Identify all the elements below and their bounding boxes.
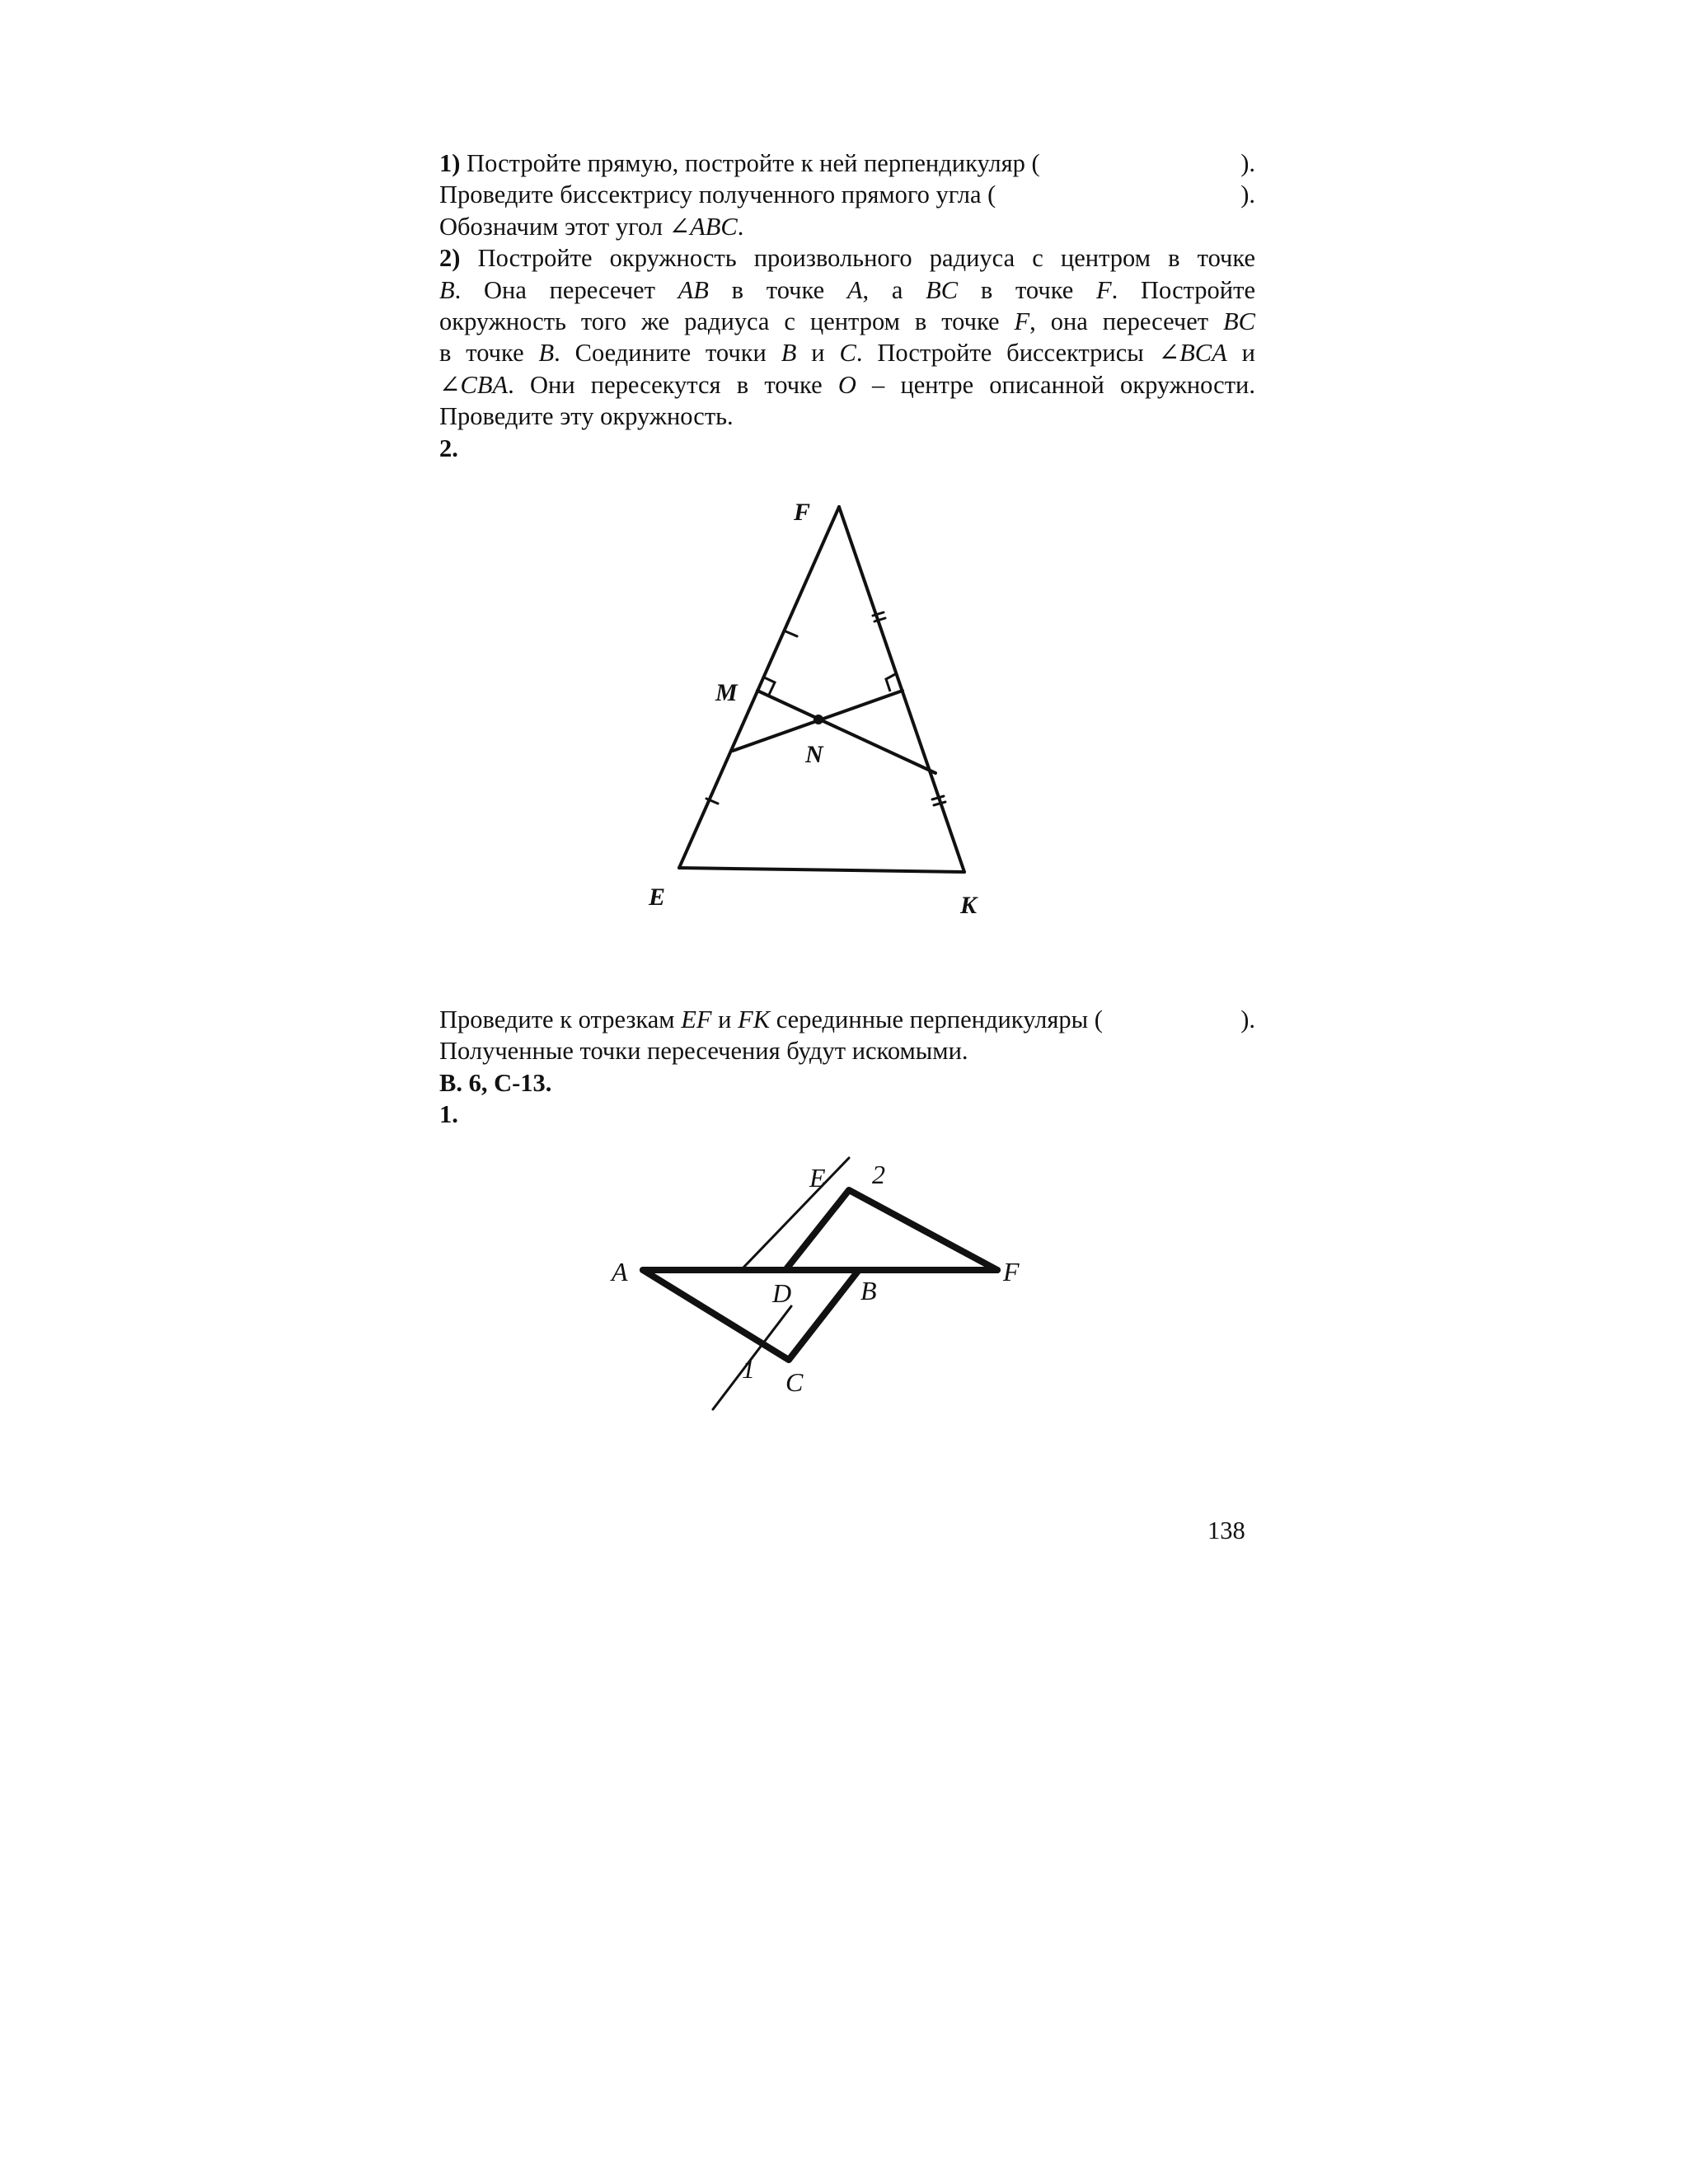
tick-mark-fk-lower-1	[932, 796, 944, 799]
instruction-line: окружность того же радиуса с центром в точке F, она пересечет BC	[439, 307, 1255, 335]
instructions-block-1	[439, 148, 1255, 464]
label-e: E	[809, 1163, 826, 1193]
label-f: F	[1003, 1257, 1020, 1286]
label-e: E	[649, 883, 666, 911]
step-number: 2)	[439, 244, 461, 273]
label-a: A	[612, 1257, 628, 1286]
triangle-diagram	[606, 456, 1026, 942]
triangle-acb	[643, 1270, 859, 1360]
instruction-line: ∠CBA. Они пересекутся в точке O – центре описанной окружности.	[439, 370, 1255, 399]
instruction-line	[439, 148, 1255, 179]
triangle-figure	[606, 456, 1026, 942]
label-d: D	[772, 1278, 792, 1308]
label-1: 1	[742, 1354, 755, 1384]
instruction-line: в точке B. Соедините точки B и C. Постройте биссектрисы ∠BCA и	[439, 339, 1256, 368]
closing-paren: ).	[1240, 149, 1255, 177]
side-ek	[679, 868, 964, 872]
label-2: 2	[872, 1160, 885, 1189]
item-label: 1.	[439, 1100, 458, 1129]
closing-paren: ).	[1240, 1005, 1255, 1033]
instruction-text: Постройте прямую, постройте к ней перпендикуляр (	[467, 149, 1040, 177]
angle-symbol: ∠ABC	[668, 212, 738, 241]
side-fe	[679, 507, 839, 868]
instruction-text: Проведите биссектрису полученного прямого угла (	[439, 180, 996, 209]
label-f: F	[794, 499, 811, 526]
step-number: 1)	[439, 149, 461, 177]
label-c: C	[785, 1367, 804, 1397]
right-angle-mark-k	[886, 673, 897, 691]
instruction-line: Полученные точки пересечения будут искомыми.	[439, 1037, 968, 1066]
label-k: K	[960, 892, 978, 919]
closing-paren: ).	[1240, 180, 1255, 209]
instruction-line: B. Она пересечет AB в точке A, а BC в точке F. Постройте	[439, 275, 1255, 304]
tick-mark-fe-upper	[785, 631, 797, 636]
instruction-line	[439, 179, 1255, 210]
label-n: N	[805, 741, 823, 768]
label-m: M	[715, 679, 738, 706]
two-triangles-figure	[577, 1129, 1034, 1434]
two-triangles-diagram	[577, 1129, 1034, 1434]
instruction-line: Обозначим этот угол ∠ABC.	[439, 212, 744, 241]
point-n	[814, 715, 823, 724]
variant-label: В. 6, С-13.	[439, 1068, 552, 1097]
tick-mark-fk-lower-2	[934, 802, 945, 805]
instructions-block-2	[439, 1004, 1255, 1131]
instruction-line: 2) Постройте окружность произвольного радиуса с центром в точке	[439, 244, 1255, 273]
section-label: 2.	[439, 434, 458, 462]
instruction-line: Проведите эту окружность.	[439, 402, 734, 431]
triangle-efd	[785, 1190, 997, 1270]
instruction-line: Проведите к отрезкам EF и FK серединные перпендикуляры ( ).	[439, 1004, 1255, 1035]
label-b: B	[860, 1276, 877, 1305]
page-number: 138	[1207, 1516, 1245, 1544]
